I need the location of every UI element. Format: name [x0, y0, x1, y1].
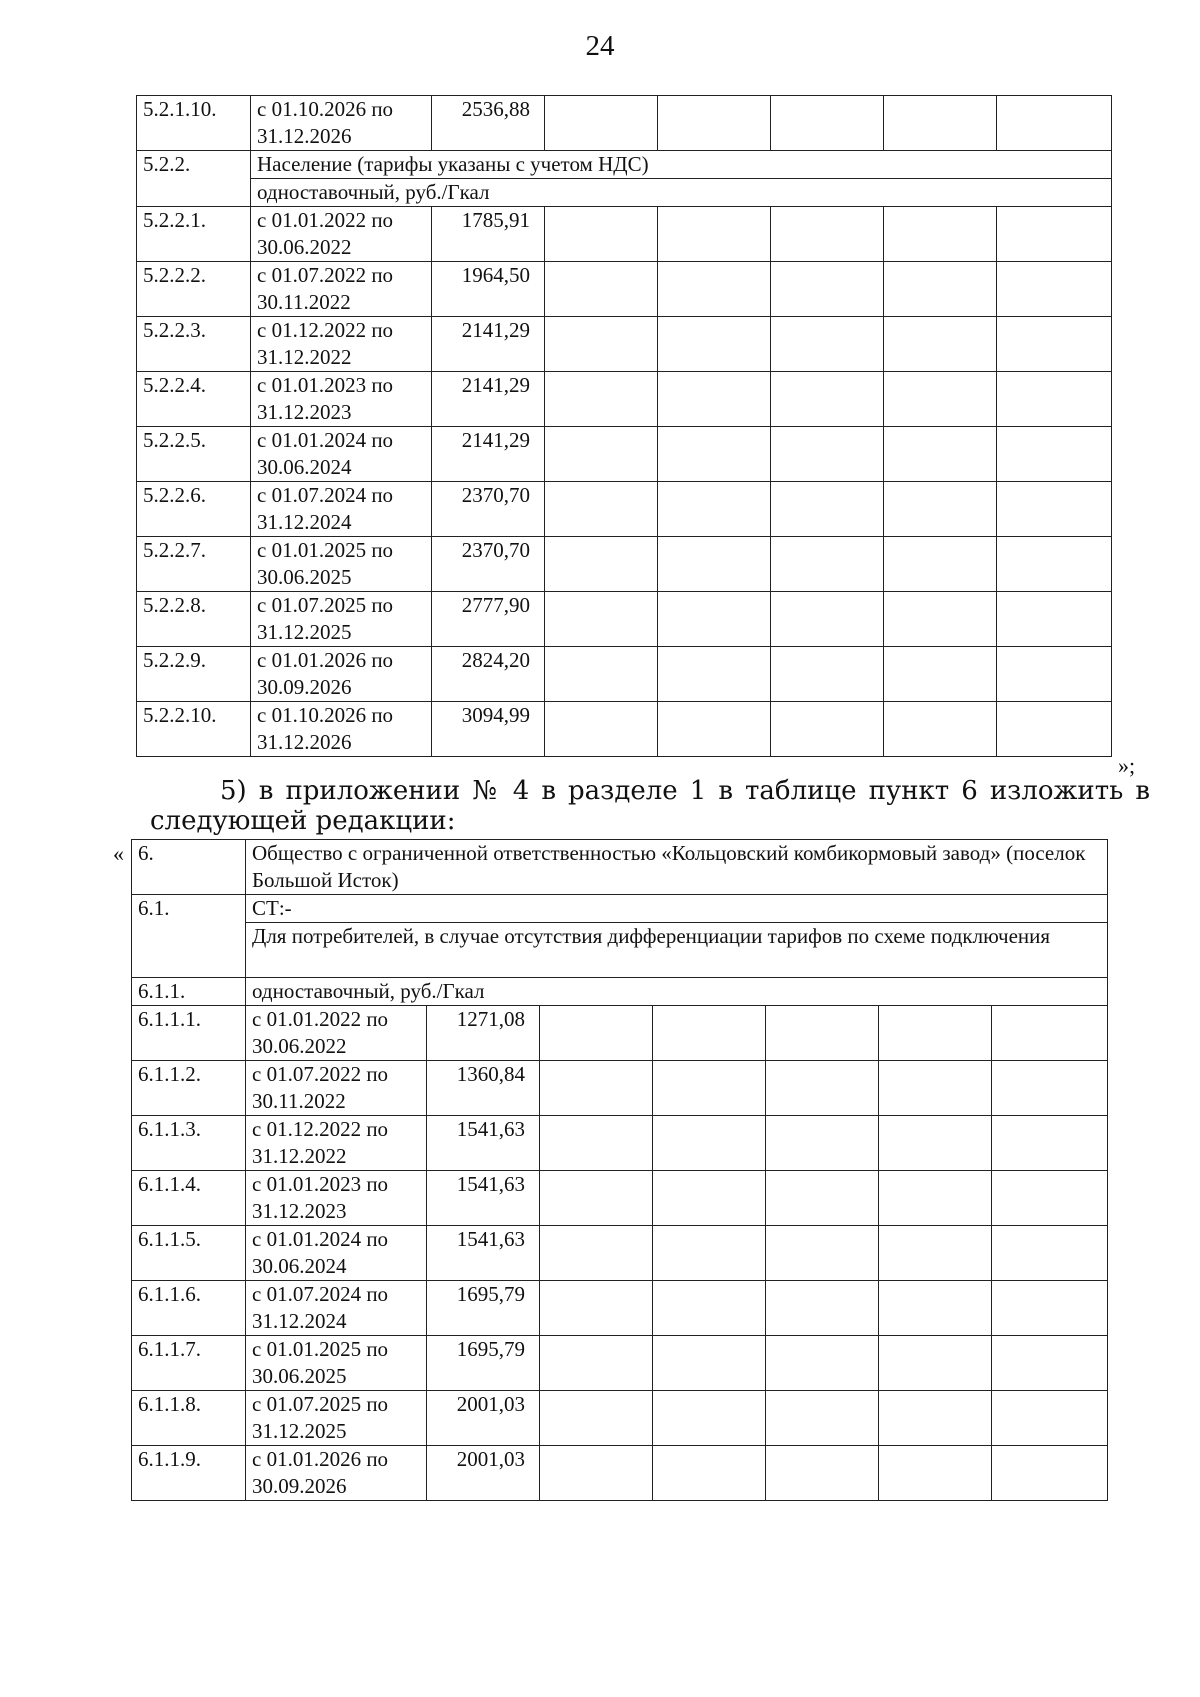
empty-cell: [766, 1391, 879, 1446]
empty-cell: [997, 647, 1112, 702]
empty-cell: [540, 1336, 653, 1391]
row-period: с 01.01.2025 по 30.06.2025: [251, 537, 432, 592]
row-code: 6.1.1.1.: [132, 1006, 246, 1061]
row-value: 1695,79: [427, 1336, 540, 1391]
closing-quote: »;: [1118, 753, 1136, 778]
row-period: с 01.01.2026 по 30.09.2026: [251, 647, 432, 702]
row-value: 1964,50: [432, 262, 545, 317]
empty-cell: [771, 96, 884, 151]
row-period: с 01.01.2024 по 30.06.2024: [251, 427, 432, 482]
empty-cell: [653, 1336, 766, 1391]
row-code: 5.2.1.10.: [137, 96, 251, 151]
row-period: с 01.01.2023 по 31.12.2023: [246, 1171, 427, 1226]
row-code: 5.2.2.3.: [137, 317, 251, 372]
empty-cell: [771, 317, 884, 372]
empty-cell: [771, 372, 884, 427]
empty-cell: [771, 262, 884, 317]
empty-cell: [545, 482, 658, 537]
empty-cell: [766, 1061, 879, 1116]
row-value: 1271,08: [427, 1006, 540, 1061]
row-code: 5.2.2.1.: [137, 207, 251, 262]
empty-cell: [658, 482, 771, 537]
table-row: [132, 1171, 1108, 1226]
empty-cell: [771, 647, 884, 702]
row-period: с 01.07.2022 по 30.11.2022: [251, 262, 432, 317]
empty-cell: [992, 1391, 1108, 1446]
empty-cell: [997, 317, 1112, 372]
empty-cell: [879, 1061, 992, 1116]
row-value: 1360,84: [427, 1061, 540, 1116]
st-label: СТ:-: [246, 895, 1108, 923]
row-code: 5.2.2.10.: [137, 702, 251, 757]
empty-cell: [540, 1061, 653, 1116]
row-period: с 01.07.2024 по 31.12.2024: [246, 1281, 427, 1336]
empty-cell: [997, 537, 1112, 592]
st-code: 6.1.: [132, 895, 246, 978]
row-code: 6.1.1.7.: [132, 1336, 246, 1391]
empty-cell: [658, 372, 771, 427]
empty-cell: [540, 1116, 653, 1171]
row-code: 6.1.1.2.: [132, 1061, 246, 1116]
row-code: 5.2.2.2.: [137, 262, 251, 317]
empty-cell: [658, 647, 771, 702]
table-row: [132, 1281, 1108, 1336]
st-note-row: [132, 923, 1108, 978]
table-row: [137, 647, 1112, 702]
empty-cell: [997, 482, 1112, 537]
tariff-table-koltsovsky: [131, 839, 1108, 1501]
row-value: 2370,70: [432, 537, 545, 592]
section-subtitle-row: [137, 179, 1112, 207]
row-period: с 01.10.2026 по 31.12.2026: [251, 702, 432, 757]
row-period: с 01.07.2025 по 31.12.2025: [251, 592, 432, 647]
empty-cell: [879, 1446, 992, 1501]
table-row: [137, 482, 1112, 537]
empty-cell: [540, 1391, 653, 1446]
row-value: 2141,29: [432, 372, 545, 427]
row-value: 2536,88: [432, 96, 545, 151]
row-code: 6.1.1.6.: [132, 1281, 246, 1336]
row-code: 5.2.2.9.: [137, 647, 251, 702]
empty-cell: [540, 1171, 653, 1226]
empty-cell: [766, 1446, 879, 1501]
empty-cell: [540, 1006, 653, 1061]
empty-cell: [884, 427, 997, 482]
empty-cell: [658, 592, 771, 647]
row-period: с 01.07.2025 по 31.12.2025: [246, 1391, 427, 1446]
empty-cell: [653, 1171, 766, 1226]
empty-cell: [653, 1006, 766, 1061]
row-value: 3094,99: [432, 702, 545, 757]
org-name: Общество с ограниченной ответственностью «Кольцовский комбикормовый завод» (поселок Большой Исток): [246, 840, 1108, 895]
empty-cell: [884, 207, 997, 262]
empty-cell: [992, 1006, 1108, 1061]
row-value: 1695,79: [427, 1281, 540, 1336]
row-value: 2141,29: [432, 317, 545, 372]
row-code: 5.2.2.5.: [137, 427, 251, 482]
row-period: с 01.10.2026 по 31.12.2026: [251, 96, 432, 151]
row-period: с 01.12.2022 по 31.12.2022: [251, 317, 432, 372]
table-row: [137, 207, 1112, 262]
empty-cell: [884, 592, 997, 647]
empty-cell: [771, 537, 884, 592]
table-row: [137, 592, 1112, 647]
table-row: [132, 1446, 1108, 1501]
table-row: [132, 1116, 1108, 1171]
empty-cell: [766, 1171, 879, 1226]
table-row: [137, 427, 1112, 482]
empty-cell: [653, 1061, 766, 1116]
st-row: [132, 895, 1108, 923]
table-row: [137, 262, 1112, 317]
empty-cell: [992, 1061, 1108, 1116]
empty-cell: [879, 1116, 992, 1171]
row-value: 1541,63: [427, 1226, 540, 1281]
row-period: с 01.07.2024 по 31.12.2024: [251, 482, 432, 537]
row-code: 6.1.1.4.: [132, 1171, 246, 1226]
empty-cell: [997, 262, 1112, 317]
empty-cell: [545, 537, 658, 592]
row-code: 5.2.2.7.: [137, 537, 251, 592]
row-period: с 01.07.2022 по 30.11.2022: [246, 1061, 427, 1116]
empty-cell: [884, 372, 997, 427]
empty-cell: [997, 207, 1112, 262]
subsection-title: одноставочный, руб./Гкал: [246, 978, 1108, 1006]
row-period: с 01.01.2022 по 30.06.2022: [251, 207, 432, 262]
empty-cell: [997, 372, 1112, 427]
row-code: 6.1.1.3.: [132, 1116, 246, 1171]
row-value: 1541,63: [427, 1171, 540, 1226]
empty-cell: [879, 1226, 992, 1281]
section-code: 5.2.2.: [137, 151, 251, 207]
empty-cell: [653, 1281, 766, 1336]
empty-cell: [658, 537, 771, 592]
row-value: 2824,20: [432, 647, 545, 702]
empty-cell: [884, 482, 997, 537]
subsection-row: [132, 978, 1108, 1006]
empty-cell: [545, 702, 658, 757]
tariff-table-population: [136, 95, 1112, 757]
empty-cell: [545, 592, 658, 647]
empty-cell: [545, 372, 658, 427]
empty-cell: [766, 1336, 879, 1391]
empty-cell: [771, 207, 884, 262]
empty-cell: [884, 317, 997, 372]
empty-cell: [658, 96, 771, 151]
empty-cell: [540, 1281, 653, 1336]
empty-cell: [545, 96, 658, 151]
row-value: 2001,03: [427, 1391, 540, 1446]
empty-cell: [997, 96, 1112, 151]
section-title: Население (тарифы указаны с учетом НДС): [251, 151, 1112, 179]
row-period: с 01.01.2022 по 30.06.2022: [246, 1006, 427, 1061]
row-period: с 01.01.2024 по 30.06.2024: [246, 1226, 427, 1281]
empty-cell: [771, 702, 884, 757]
section-subtitle: одноставочный, руб./Гкал: [251, 179, 1112, 207]
empty-cell: [771, 427, 884, 482]
empty-cell: [879, 1336, 992, 1391]
empty-cell: [766, 1226, 879, 1281]
empty-cell: [879, 1171, 992, 1226]
empty-cell: [884, 647, 997, 702]
empty-cell: [658, 262, 771, 317]
row-period: с 01.12.2022 по 31.12.2022: [246, 1116, 427, 1171]
row-code: 6.1.1.8.: [132, 1391, 246, 1446]
table-row: [132, 1061, 1108, 1116]
table-row: [137, 537, 1112, 592]
empty-cell: [658, 317, 771, 372]
table-row: [132, 1391, 1108, 1446]
amendment-paragraph: 5) в приложении № 4 в разделе 1 в таблице пункт 6 изложить в следующей редакции:: [150, 776, 1150, 836]
empty-cell: [653, 1391, 766, 1446]
empty-cell: [540, 1446, 653, 1501]
empty-cell: [653, 1446, 766, 1501]
empty-cell: [766, 1281, 879, 1336]
empty-cell: [992, 1226, 1108, 1281]
empty-cell: [766, 1116, 879, 1171]
empty-cell: [653, 1226, 766, 1281]
table-row: [137, 372, 1112, 427]
table-row: [132, 1006, 1108, 1061]
empty-cell: [658, 207, 771, 262]
empty-cell: [992, 1446, 1108, 1501]
empty-cell: [540, 1226, 653, 1281]
table-row: [132, 1226, 1108, 1281]
table-row: [132, 1336, 1108, 1391]
empty-cell: [997, 592, 1112, 647]
empty-cell: [879, 1391, 992, 1446]
row-code: 5.2.2.4.: [137, 372, 251, 427]
empty-cell: [884, 537, 997, 592]
section-header-row: [137, 151, 1112, 179]
table-row: [137, 317, 1112, 372]
row-value: 2777,90: [432, 592, 545, 647]
st-note: Для потребителей, в случае отсутствия дифференциации тарифов по схеме подключения: [246, 923, 1108, 978]
row-value: 2001,03: [427, 1446, 540, 1501]
empty-cell: [992, 1281, 1108, 1336]
row-value: 1785,91: [432, 207, 545, 262]
empty-cell: [879, 1006, 992, 1061]
opening-quote: «: [113, 841, 124, 866]
empty-cell: [884, 96, 997, 151]
page-number: 24: [585, 30, 615, 62]
empty-cell: [545, 262, 658, 317]
empty-cell: [879, 1281, 992, 1336]
row-value: 2370,70: [432, 482, 545, 537]
table-row: [137, 702, 1112, 757]
empty-cell: [658, 427, 771, 482]
row-value: 2141,29: [432, 427, 545, 482]
empty-cell: [545, 317, 658, 372]
empty-cell: [545, 647, 658, 702]
empty-cell: [766, 1006, 879, 1061]
empty-cell: [771, 482, 884, 537]
row-period: с 01.01.2023 по 31.12.2023: [251, 372, 432, 427]
empty-cell: [545, 207, 658, 262]
row-code: 5.2.2.6.: [137, 482, 251, 537]
org-row: [132, 840, 1108, 895]
row-code: 5.2.2.8.: [137, 592, 251, 647]
row-code: 6.1.1.9.: [132, 1446, 246, 1501]
empty-cell: [992, 1336, 1108, 1391]
empty-cell: [997, 702, 1112, 757]
empty-cell: [658, 702, 771, 757]
empty-cell: [884, 702, 997, 757]
empty-cell: [992, 1171, 1108, 1226]
org-code: 6.: [132, 840, 246, 895]
subsection-code: 6.1.1.: [132, 978, 246, 1006]
empty-cell: [884, 262, 997, 317]
empty-cell: [653, 1116, 766, 1171]
row-value: 1541,63: [427, 1116, 540, 1171]
empty-cell: [545, 427, 658, 482]
row-code: 6.1.1.5.: [132, 1226, 246, 1281]
row-period: с 01.01.2026 по 30.09.2026: [246, 1446, 427, 1501]
table-row: [137, 96, 1112, 151]
empty-cell: [997, 427, 1112, 482]
empty-cell: [771, 592, 884, 647]
empty-cell: [992, 1116, 1108, 1171]
row-period: с 01.01.2025 по 30.06.2025: [246, 1336, 427, 1391]
